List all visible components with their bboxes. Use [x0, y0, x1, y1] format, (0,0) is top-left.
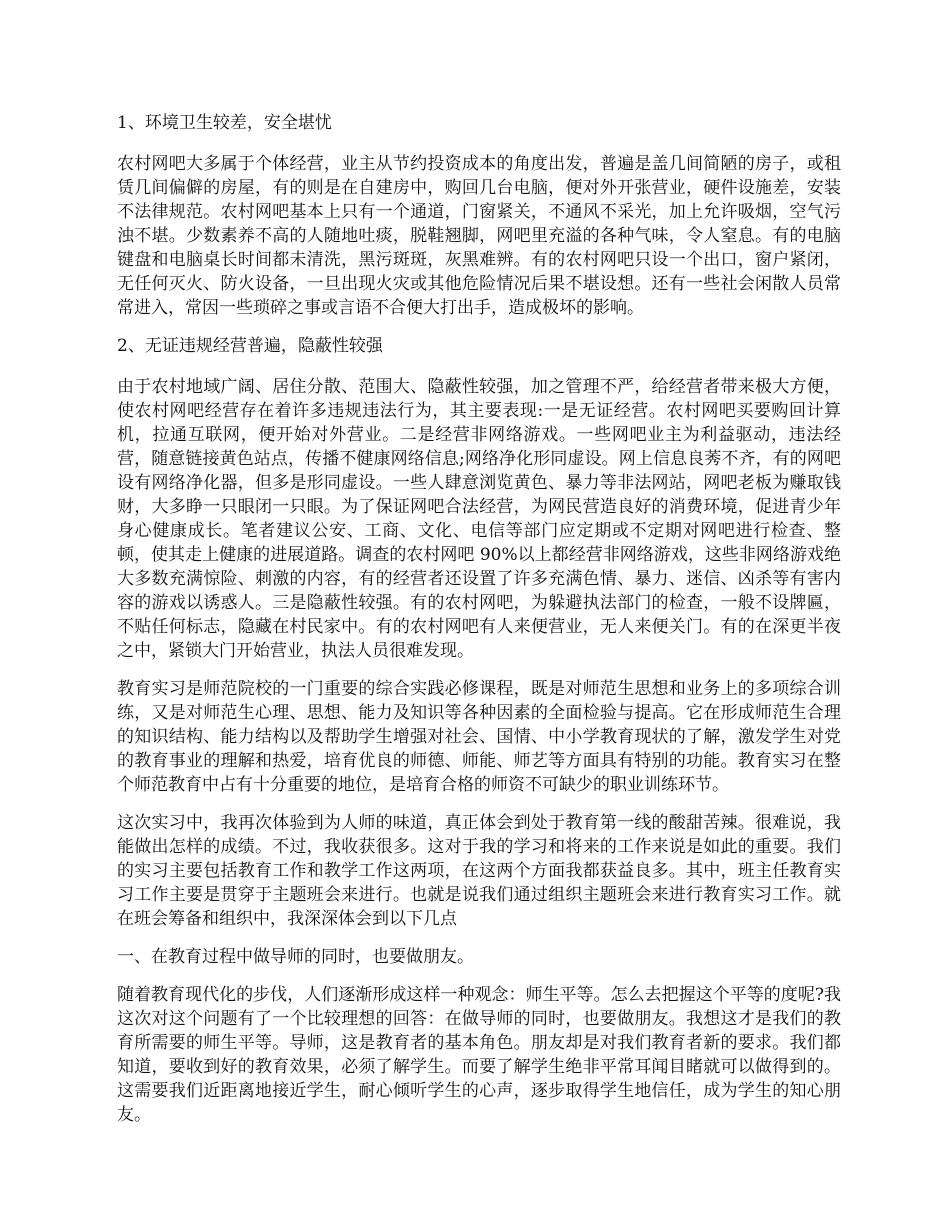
paragraph-teacher-friend: 随着教育现代化的步伐，人们逐渐形成这样一种观念：师生平等。怎么去把握这个平等的度呢?我这次对这个问题有了一个比较理想的回答：在做导师的同时，也要做朋友。我想这才是我们的教育所需要的师生平等。导师，这是教育者的基本角色。朋友却是对我们教育者新的要求。我们都知道，要收到好的教育效果，必须了解学生。而要了解学生绝非平常耳闻目睹就可以做得到的。这需要我们近距离地接近学生，耐心倾听学生的心声，逐步取得学生地信任，成为学生的知心朋友。: [117, 985, 841, 1125]
section-heading-2: 2、无证违规经营普遍，隐蔽性较强: [117, 336, 383, 356]
paragraph-unlicensed-operation: 由于农村地域广阔、居住分散、范围大、隐蔽性较强，加之管理不严，给经营者带来极大方便，使农村网吧经营存在着许多违规违法行为，其主要表现:一是无证经营。农村网吧买要购回计算机，拉通互联网，便开始对外营业。二是经营非网络游戏。一些网吧业主为利益驱动，违法经营，随意链接黄色站点，传播不健康网络信息;网络净化形同虚设。网上信息良莠不齐，有的网吧设有网络净化器，但多是形同虚设。一些人肆意浏览黄色、暴力等非法网站，网吧老板为赚取钱财，大多睁一只眼闭一只眼。为了保证网吧合法经营，为网民营造良好的消费环境，促进青少年身心健康成长。笔者建议公安、工商、文化、电信等部门应定期或不定期对网吧进行检查、整顿，使其走上健康的进展道路。调查的农村网吧 90%以上都经营非网络游戏，这些非网络游戏绝大多数充满惊险、刺激的内容，有的经营者还设置了许多充满色情、暴力、迷信、凶杀等有害内容的游戏以诱惑人。三是隐蔽性较强。有的农村网吧，为躲避执法部门的检查，一般不设牌匾，不贴任何标志，隐藏在村民家中。有的农村网吧有人来便营业，无人来便关门。有的在深更半夜之中，紧锁大门开始营业，执法人员很难发现。: [117, 377, 841, 661]
document-page: [117, 111, 841, 1141]
section-heading-1: 1、环境卫生较差，安全堪忧: [117, 113, 332, 133]
paragraph-environment: 农村网吧大多属于个体经营，业主从节约投资成本的角度出发，普遍是盖几间简陋的房子，或租赁几间偏僻的房屋，有的则是在自建房中，购回几台电脑，便对外开张营业，硬件设施差，安装不法律规范。农村网吧基本上只有一个通道，门窗紧关，不通风不采光，加上允许吸烟，空气污浊不堪。少数素养不高的人随地吐痰，脱鞋翘脚，网吧里充溢的各种气味，令人窒息。有的电脑键盘和电脑桌长时间都未清洗，黑污斑斑，灰黑难辨。有的农村网吧只设一个出口，窗户紧闭，无任何灭火、防火设备，一旦出现火灾或其他危险情况后果不堪设想。还有一些社会闲散人员常常进入，常因一些琐碎之事或言语不合便大打出手，造成极坏的影响。: [117, 154, 841, 318]
paragraph-internship-experience: 这次实习中，我再次体验到为人师的味道，真正体会到处于教育第一线的酸甜苦辣。很难说，我能做出怎样的成绩。不过，我收获很多。这对于我的学习和将来的工作来说是如此的重要。我们的实习主要包括教育工作和教学工作这两项，在这两个方面我都获益良多。其中，班主任教育实习工作主要是贯穿于主题班会来进行。也就是说我们通过组织主题班会来进行教育实习工作。就在班会筹备和组织中，我深深体会到以下几点: [117, 813, 841, 929]
section-heading-3: 一、在教育过程中做导师的同时，也要做朋友。: [117, 947, 474, 967]
paragraph-teaching-internship: 教育实习是师范院校的一门重要的综合实践必修课程，既是对师范生思想和业务上的多项综合训练，又是对师范生心理、思想、能力及知识等各种因素的全面检验与提高。它在形成师范生合理的知识结构、能力结构以及帮助学生增强对社会、国情、中小学教育现状的了解，激发学生对党的教育事业的理解和热爱，培育优良的师德、师能、师艺等方面具有特别的功能。教育实习在整个师范教育中占有十分重要的地位，是培育合格的师资不可缺少的职业训练环节。: [117, 679, 841, 795]
